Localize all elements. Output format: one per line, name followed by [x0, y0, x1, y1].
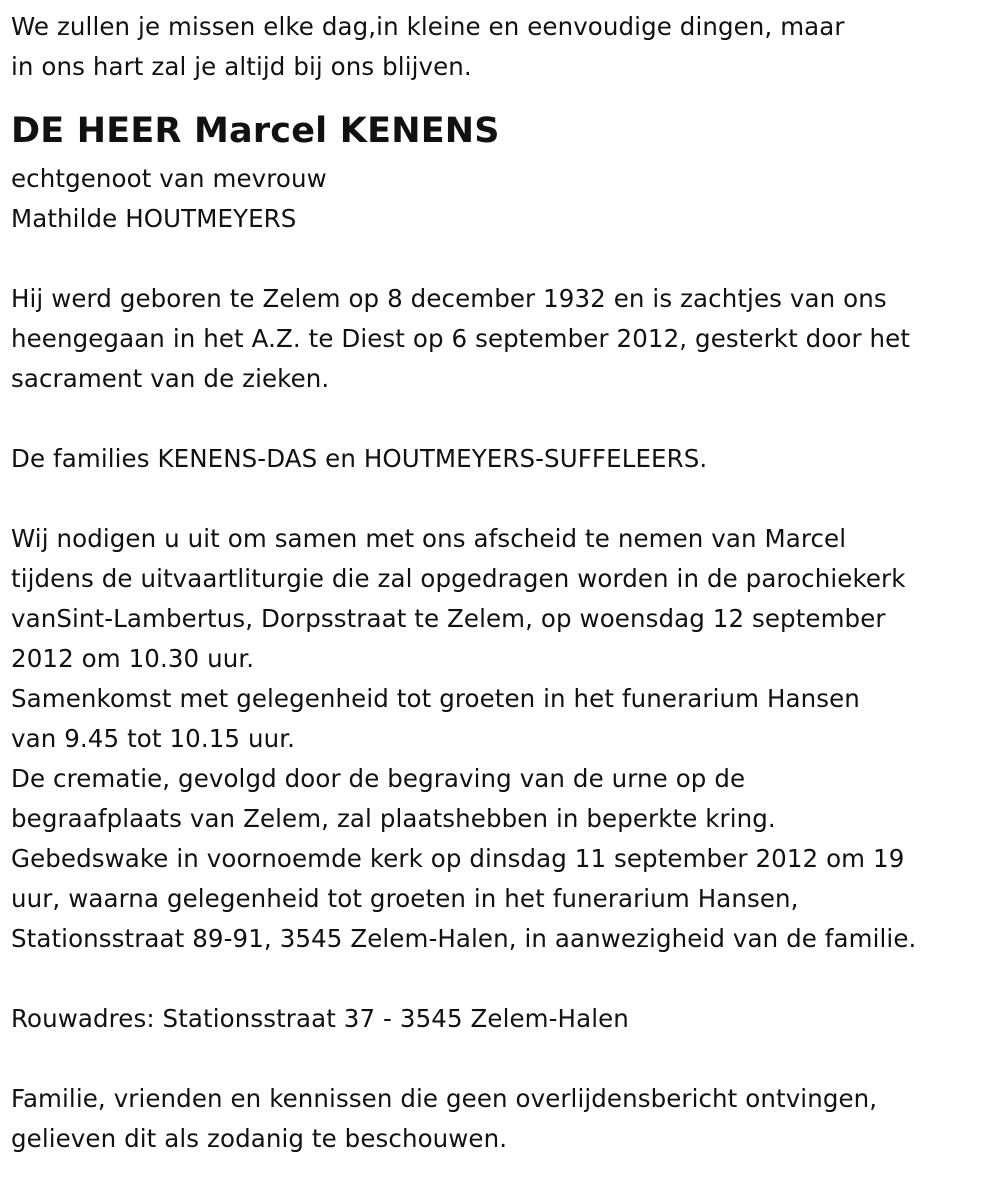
address-paragraph	[11, 999, 1000, 1039]
deceased-name: DE HEER Marcel KENENS	[11, 111, 500, 151]
funeral-line: Wij nodigen u uit om samen met ons afscheid te nemen van Marcel	[11, 524, 847, 553]
birth-death-line: Hij werd geboren te Zelem op 8 december 1932 en is zachtjes van ons	[11, 284, 887, 313]
spouse-info	[11, 159, 1000, 239]
birth-death-paragraph	[11, 279, 1000, 399]
funeral-line: begraafplaats van Zelem, zal plaatshebben in beperkte kring.	[11, 804, 776, 833]
birth-death-line: sacrament van de zieken.	[11, 364, 330, 393]
funeral-line: tijdens de uitvaartliturgie die zal opgedragen worden in de parochiekerk	[11, 564, 906, 593]
birth-death-line: heengegaan in het A.Z. te Diest op 6 september 2012, gesterkt door het	[11, 324, 911, 353]
funeral-line: van 9.45 tot 10.15 uur.	[11, 724, 296, 753]
funeral-line: Gebedswake in voornoemde kerk op dinsdag 11 september 2012 om 19	[11, 844, 905, 873]
spouse-line: echtgenoot van mevrouw	[11, 164, 327, 193]
motto-line: in ons hart zal je altijd bij ons blijven.	[11, 52, 472, 81]
families-paragraph	[11, 439, 1000, 479]
funeral-line: Stationsstraat 89-91, 3545 Zelem-Halen, in aanwezigheid van de familie.	[11, 924, 917, 953]
funeral-line: vanSint-Lambertus, Dorpsstraat te Zelem, op woensdag 12 september	[11, 604, 886, 633]
closing-line: Familie, vrienden en kennissen die geen overlijdensbericht ontvingen,	[11, 1084, 878, 1113]
motto-line: We zullen je missen elke dag,in kleine en eenvoudige dingen, maar	[11, 12, 845, 41]
funeral-line: 2012 om 10.30 uur.	[11, 644, 255, 673]
families-line: De families KENENS-DAS en HOUTMEYERS-SUFFELEERS.	[11, 444, 708, 473]
funeral-line: uur, waarna gelegenheid tot groeten in het funerarium Hansen,	[11, 884, 799, 913]
funeral-line: Samenkomst met gelegenheid tot groeten in het funerarium Hansen	[11, 684, 860, 713]
funeral-paragraph	[11, 519, 1000, 959]
closing-paragraph	[11, 1079, 1000, 1159]
funeral-line: De crematie, gevolgd door de begraving van de urne op de	[11, 764, 746, 793]
closing-line: gelieven dit als zodanig te beschouwen.	[11, 1124, 508, 1153]
address-line: Rouwadres: Stationsstraat 37 - 3545 Zelem-Halen	[11, 1004, 629, 1033]
spouse-line: Mathilde HOUTMEYERS	[11, 204, 297, 233]
motto	[11, 7, 1000, 87]
